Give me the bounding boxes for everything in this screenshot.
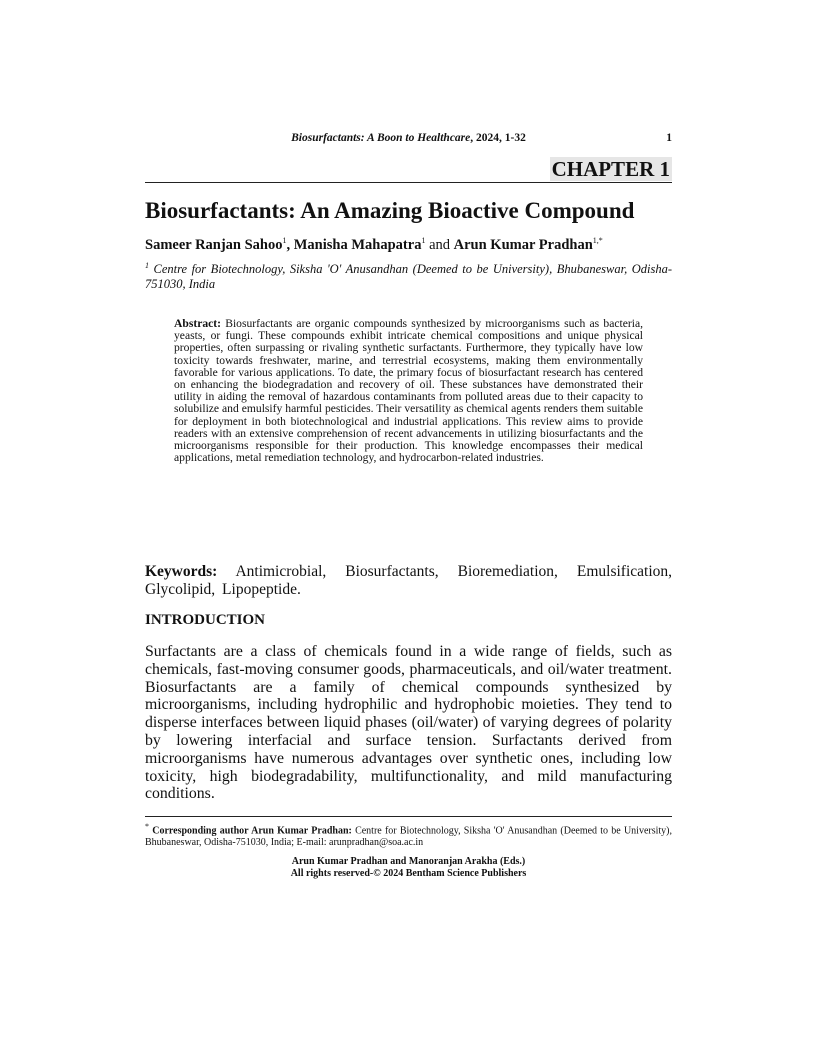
- author-sup: 1: [421, 236, 426, 245]
- footnote-label: Corresponding author Arun Kumar Pradhan:: [149, 825, 352, 837]
- section-heading: INTRODUCTION: [145, 612, 266, 628]
- page-number: 1: [666, 132, 672, 144]
- author-sup: 1: [282, 236, 287, 245]
- intro-paragraph: Surfactants are a class of chemicals found in a wide range of fields, such as chemicals, fast-moving consumer goods, pharmaceuticals, and oil/water treatment. Biosurfactants are a family of chemical compounds synthesized by microorganisms, including hydrophilic and hydrophobic moieties. They tend to disperse interfaces between liquid phases (oil/water) of varying degrees of polarity by lowering interfacial and surface tension. Surfactants derived from microorganisms have numerous advantages over synthetic ones, including low toxicity, high biodegradability, multifunctionality, and mild manufacturing conditions.: [145, 643, 672, 803]
- author-name: Manisha Mahapatra: [293, 236, 422, 253]
- author-list: [145, 236, 603, 254]
- chapter-title: Biosurfactants: An Amazing Bioactive Compound: [145, 198, 635, 223]
- affiliation-text: Centre for Biotechnology, Siksha 'O' Anusandhan (Deemed to be University), Bhubaneswar, Odisha-751030, India: [145, 262, 672, 292]
- abstract-label: Abstract:: [174, 317, 222, 330]
- keywords-label: Keywords:: [145, 563, 218, 580]
- journal-info: , 2024, 1-32: [470, 132, 526, 144]
- copyright-line: All rights reserved-© 2024 Bentham Science Publishers: [290, 868, 527, 879]
- editors-block: [145, 856, 672, 880]
- author-sup: 1,*: [592, 236, 603, 245]
- author-name: Arun Kumar Pradhan: [453, 236, 593, 253]
- footnote-text: Centre for Biotechnology, Siksha 'O' Anusandhan (Deemed to be University), Bhubaneswar, Odisha-751030, India; E-mail: arunpradhan@soa.ac.in: [145, 825, 672, 849]
- header-rule: [145, 182, 672, 183]
- affiliation-sup: 1: [145, 261, 149, 270]
- affiliation: [145, 258, 672, 292]
- footnote-rule: [145, 816, 672, 817]
- author-separator: ,: [286, 236, 294, 253]
- editors-line: Arun Kumar Pradhan and Manoranjan Arakha (Eds.): [291, 856, 526, 867]
- footnote-sup: *: [145, 822, 149, 831]
- keywords-text: Antimicrobial, Biosurfactants, Bioremediation, Emulsification, Glycolipid, Lipopeptide.: [145, 563, 672, 598]
- keywords: [145, 563, 672, 599]
- abstract: [174, 318, 643, 464]
- footnote: [145, 821, 672, 849]
- author-name: Sameer Ranjan Sahoo: [145, 236, 283, 253]
- abstract-text: Biosurfactants are organic compounds synthesized by microorganisms such as bacteria, yeasts, or fungi. These compounds exhibit intricate chemical compositions and unique physical properties, often surpassing or rivaling synthetic surfactants. Furthermore, they typically have low toxicity towards freshwater, marine, and terrestrial ecosystems, making them environmentally favorable for various applications. To date, the primary focus of biosurfactant research has centered on enhancing the biodegradation and recovery of oil. These substances have demonstrated their utility in aiding the removal of hazardous contaminants from polluted areas due to their capacity to solubilize and emulsify harmful pesticides. Their versatility as chemical agents renders them suitable for deployment in both biotechnological and industrial applications. This review aims to provide readers with an extensive comprehension of recent advancements in utilizing biosurfactants and the microorganisms responsible for their production. This knowledge encompasses their medical applications, metal remediation technology, and hydrocarbon-related industries.: [174, 317, 643, 465]
- chapter-label: CHAPTER 1: [551, 157, 670, 181]
- running-header: [145, 132, 672, 144]
- author-and: and: [425, 236, 454, 253]
- journal-title: Biosurfactants: A Boon to Healthcare: [291, 132, 471, 144]
